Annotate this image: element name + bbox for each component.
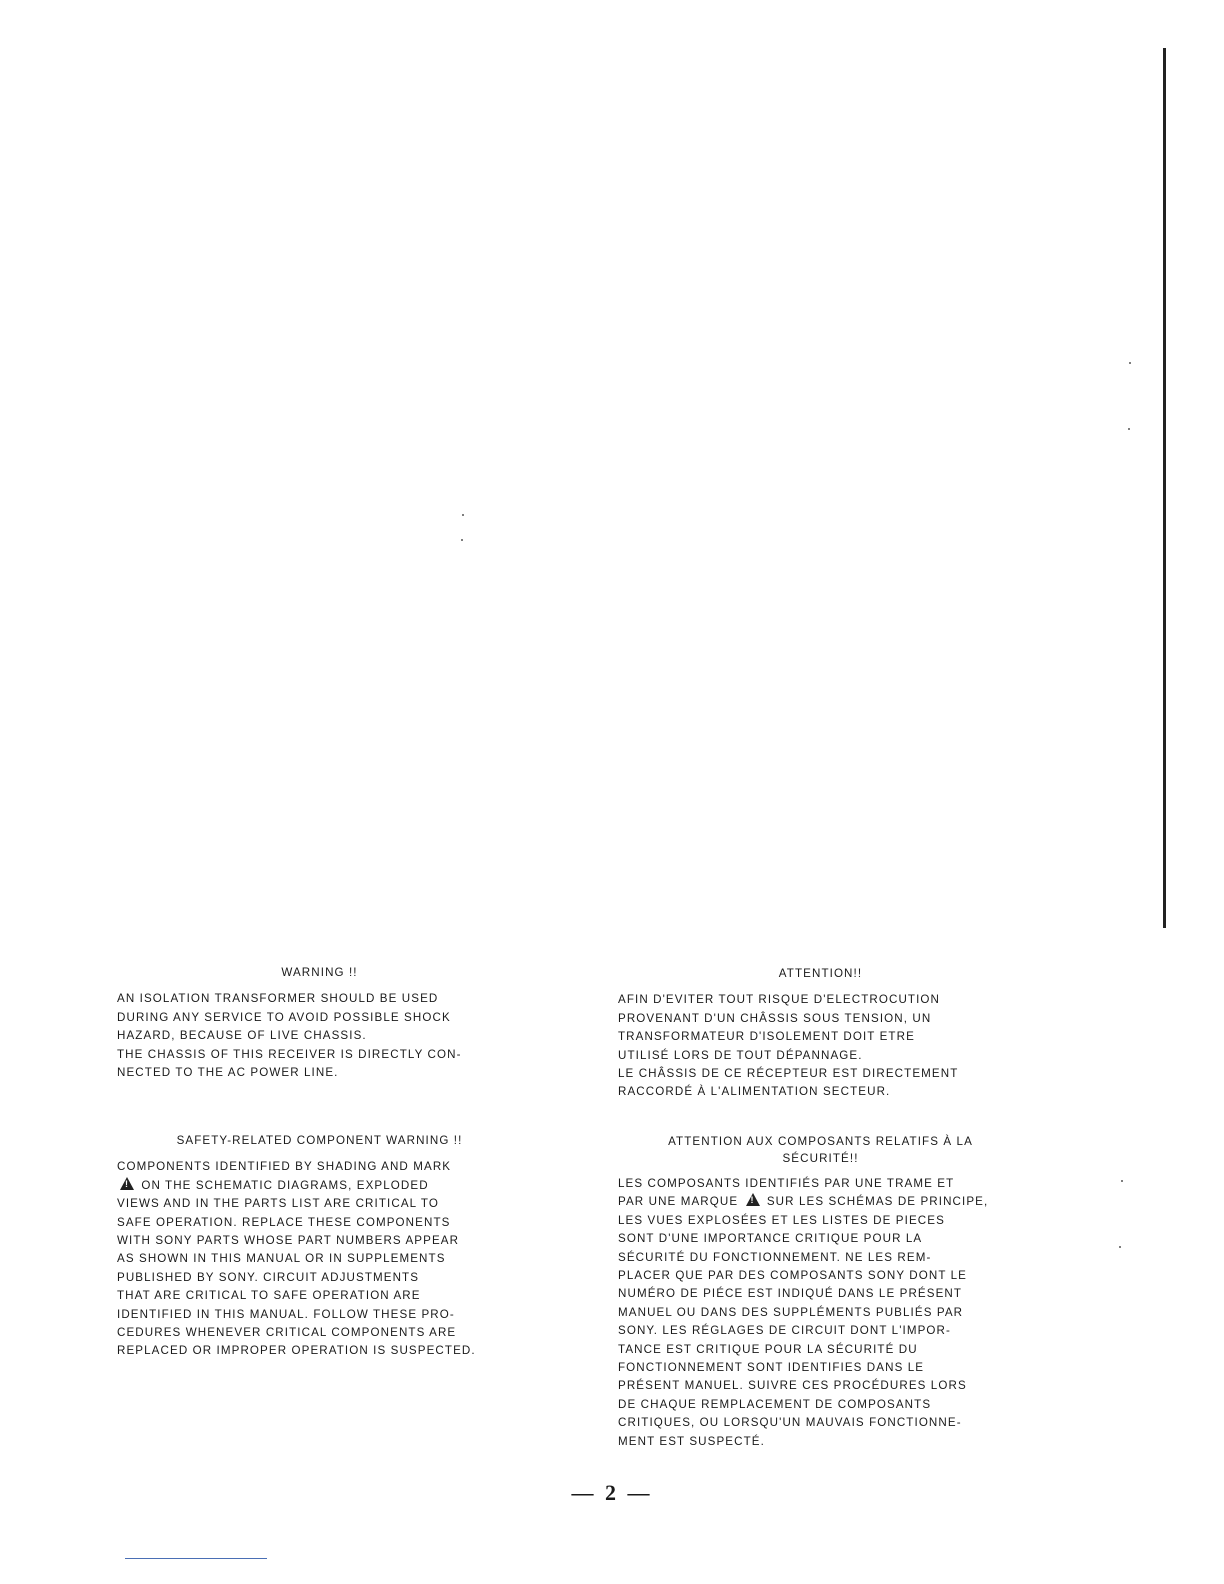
composants-line: CRITIQUES, OU LORSQU'UN MAUVAIS FONCTIONNE- <box>618 1416 962 1430</box>
safety-title: SAFETY-RELATED COMPONENT WARNING !! <box>176 1134 463 1147</box>
warning-line: DURING ANY SERVICE TO AVOID POSSIBLE SHOCK <box>117 1010 451 1024</box>
attention-composants-text <box>618 1175 1023 1451</box>
composants-line: PAR UNE MARQUE <box>618 1195 739 1209</box>
scan-speck <box>1129 362 1131 364</box>
attention-section <box>618 965 1023 1102</box>
page-number: — 2 — <box>571 1480 653 1505</box>
attention-title: ATTENTION!! <box>778 967 863 980</box>
warning-triangle-icon <box>120 1177 134 1190</box>
composants-line: SUR LES SCHÉMAS DE PRINCIPE, <box>766 1195 989 1209</box>
composants-line: TANCE EST CRITIQUE POUR LA SÉCURITÉ DU <box>618 1342 918 1356</box>
safety-line: COMPONENTS IDENTIFIED BY SHADING AND MARK <box>117 1160 452 1174</box>
attention-text <box>618 991 1023 1101</box>
safety-line: PUBLISHED BY SONY. CIRCUIT ADJUSTMENTS <box>117 1270 420 1284</box>
attention-composants-section <box>618 1133 1023 1451</box>
warning-line: AN ISOLATION TRANSFORMER SHOULD BE USED <box>117 992 439 1006</box>
warning-line: NECTED TO THE AC POWER LINE. <box>117 1066 339 1080</box>
attention-line: TRANSFORMATEUR D'ISOLEMENT DOIT ETRE <box>618 1030 915 1044</box>
warning-section <box>117 964 522 1082</box>
warning-triangle-icon <box>746 1193 760 1206</box>
composants-line: PLACER QUE PAR DES COMPOSANTS SONY DONT LE <box>618 1269 967 1283</box>
attention-composants-title-line: SÉCURITÉ!! <box>782 1152 859 1165</box>
attention-composants-title-line: ATTENTION AUX COMPOSANTS RELATIFS À LA <box>668 1135 973 1148</box>
attention-line: LE CHÂSSIS DE CE RÉCEPTEUR EST DIRECTEMENT <box>618 1067 959 1081</box>
composants-line: FONCTIONNEMENT SONT IDENTIFIES DANS LE <box>618 1361 925 1375</box>
composants-line: LES COMPOSANTS IDENTIFIÉS PAR UNE TRAME ET <box>618 1177 955 1190</box>
composants-line: MANUEL OU DANS DES SUPPLÉMENTS PUBLIÉS PAR <box>618 1305 964 1319</box>
safety-line: THAT ARE CRITICAL TO SAFE OPERATION ARE <box>117 1289 421 1303</box>
warning-text <box>117 990 522 1082</box>
warning-title: WARNING !! <box>281 966 358 979</box>
composants-line: SONY. LES RÉGLAGES DE CIRCUIT DONT L'IMPOR- <box>618 1324 951 1338</box>
scan-speck <box>1128 428 1130 430</box>
safety-text <box>117 1158 522 1360</box>
scan-speck <box>1119 1246 1121 1248</box>
attention-line: UTILISÉ LORS DE TOUT DÉPANNAGE. <box>618 1048 863 1062</box>
composants-line: MENT EST SUSPECTÉ. <box>618 1434 765 1448</box>
composants-line-with-mark <box>618 1193 1023 1211</box>
safety-line: WITH SONY PARTS WHOSE PART NUMBERS APPEAR <box>117 1234 460 1248</box>
warning-line: THE CHASSIS OF THIS RECEIVER IS DIRECTLY CON- <box>117 1047 462 1061</box>
safety-line: SAFE OPERATION. REPLACE THESE COMPONENTS <box>117 1215 451 1229</box>
safety-line: REPLACED OR IMPROPER OPERATION IS SUSPECTED. <box>117 1344 476 1358</box>
attention-line: RACCORDÉ À L'ALIMENTATION SECTEUR. <box>618 1085 891 1099</box>
safety-line: ON THE SCHEMATIC DIAGRAMS, EXPLODED <box>141 1178 429 1192</box>
composants-line: PRÉSENT MANUEL. SUIVRE CES PROCÉDURES LORS <box>618 1379 967 1393</box>
safety-line: AS SHOWN IN THIS MANUAL OR IN SUPPLEMENTS <box>117 1252 446 1266</box>
safety-line: CEDURES WHENEVER CRITICAL COMPONENTS ARE <box>117 1326 457 1340</box>
warning-line: HAZARD, BECAUSE OF LIVE CHASSIS. <box>117 1029 367 1043</box>
composants-line: SÉCURITÉ DU FONCTIONNEMENT. NE LES REM- <box>618 1250 932 1264</box>
composants-line: SONT D'UNE IMPORTANCE CRITIQUE POUR LA <box>618 1232 923 1246</box>
composants-line: DE CHAQUE REMPLACEMENT DE COMPOSANTS <box>618 1397 932 1411</box>
attention-line: AFIN D'EVITER TOUT RISQUE D'ELECTROCUTION <box>618 993 941 1007</box>
scan-speck <box>462 514 464 516</box>
safety-line-with-mark <box>117 1177 522 1195</box>
composants-line: LES VUES EXPLOSÉES ET LES LISTES DE PIECES <box>618 1213 945 1227</box>
composants-line: NUMÉRO DE PIÉCE EST INDIQUÉ DANS LE PRÉSENT <box>618 1287 963 1301</box>
attention-line: PROVENANT D'UN CHÂSSIS SOUS TENSION, UN <box>618 1011 932 1025</box>
scan-speck <box>461 539 463 541</box>
safety-line: IDENTIFIED IN THIS MANUAL. FOLLOW THESE PRO- <box>117 1307 455 1321</box>
attention-composants-title <box>618 1133 1023 1167</box>
safety-line: VIEWS AND IN THE PARTS LIST ARE CRITICAL TO <box>117 1197 439 1211</box>
footer-rule <box>125 1558 267 1559</box>
scan-edge-line <box>1163 48 1166 928</box>
scan-speck <box>1121 1180 1123 1182</box>
safety-section <box>117 1132 522 1361</box>
